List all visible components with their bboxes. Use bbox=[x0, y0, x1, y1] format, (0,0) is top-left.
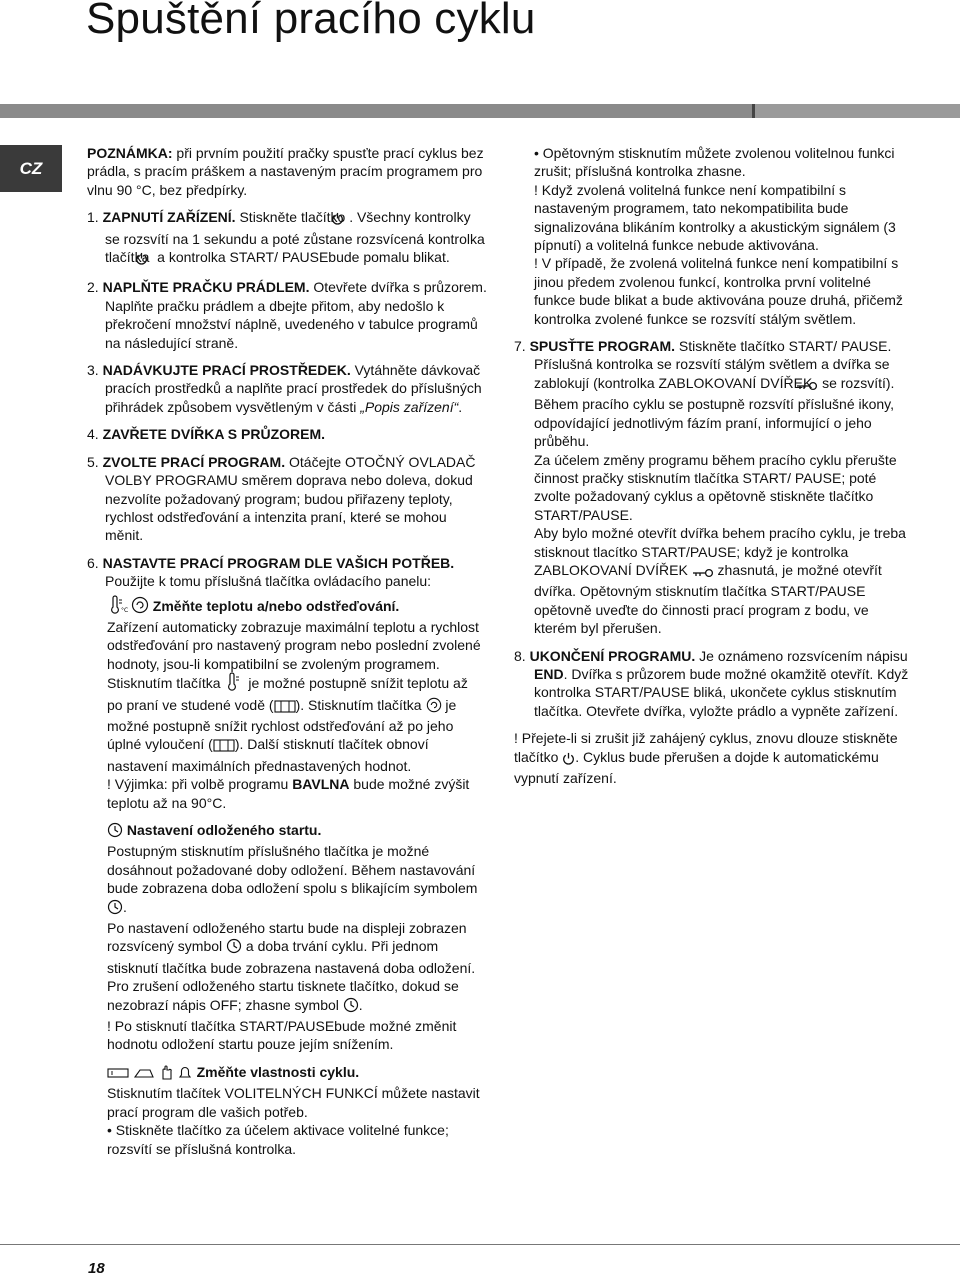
step-text: se rozsvítí). Během pracího cyklu se postupně rozsvítí příslušné ikony, odpovídající jednotlivým fázím praní, informující o jeho průběhu. bbox=[534, 374, 895, 450]
step-heading: NAPLŇTE PRAČKU PRÁDLEM. bbox=[102, 279, 310, 296]
option-key-icon bbox=[107, 1066, 129, 1084]
temperature-text: Zařízení automaticky zobrazuje maximální teplotu a rychlost odstřeďování pro nastavený program nebo poslední zvolené hodnoty, jsou-li kompatibilní se zvoleným programem. Stisknutím tlačítka bbox=[107, 618, 481, 692]
step-6 bbox=[87, 554, 487, 591]
cancel-text: ! Přejete-li si zrušit již zahájený cyklus, znovu dlouze stiskněte tlačítko bbox=[514, 730, 898, 765]
svg-text:°C: °C bbox=[121, 606, 129, 614]
delay-timer-icon bbox=[107, 899, 123, 919]
step-number: 7. bbox=[514, 338, 526, 355]
cold-wash-icon bbox=[274, 699, 296, 717]
temperature-text: je možné postupně snížit teplotu až po praní ve studené vodě ( bbox=[107, 675, 468, 713]
step-3 bbox=[87, 361, 487, 416]
delay-start-section bbox=[87, 821, 487, 1054]
delay-text: Postupným stisknutím příslušného tlačítka je možné dosáhnout požadované doby odložení. Během nastavování bude zobrazena doba odložení spolu s blikajícím symbolem bbox=[107, 843, 478, 897]
step-1 bbox=[87, 208, 487, 269]
exception-text: bude možné zvýšit teplotu až na 90°C. bbox=[107, 776, 470, 811]
temperature-heading: Změňte teplotu a/nebo odstřeďování. bbox=[152, 597, 400, 614]
step-text: Stiskněte tlačítko START/ PAUSE. Příslušná kontrolka se rozsvítí stálým světlem a dvířka se zablokují (kontrolka ZABLOKOVANÍ DVÍŘEK bbox=[534, 338, 892, 391]
option-bell-icon bbox=[177, 1064, 193, 1084]
spin-icon bbox=[426, 697, 442, 717]
options-heading: Změňte vlastnosti cyklu. bbox=[196, 1063, 360, 1080]
temperature-spin-section bbox=[87, 596, 487, 812]
step-text: . bbox=[458, 398, 463, 415]
options-warning: ! V případě, že zvolená volitelná funkce není kompatibilní s jinou předem zvolenou funkcí, kontrolka první volitelné funkce bude blikat a bude aktivována pouze druhá, přičemž kontrolka zvolené funkce se rozsvítí stálým světlem. bbox=[534, 255, 903, 327]
note bbox=[87, 144, 487, 199]
section-reference: „Popis zařízení“ bbox=[360, 398, 459, 415]
step-4 bbox=[87, 425, 487, 443]
header-bar bbox=[0, 104, 752, 118]
delay-text: a doba trvání cyklu. Při jednom stisknutí tlačítka bude zobrazena nastavená doba odložení. bbox=[107, 938, 476, 976]
temperature-text: ). Další stisknutí tlačítek obnoví nastavení maximálních přednastavených hodnot. bbox=[107, 736, 429, 774]
footer-rule bbox=[0, 1244, 960, 1245]
step-text: Použijte k tomu příslušná tlačítka ovládacího panelu: bbox=[105, 573, 432, 590]
step-7 bbox=[514, 337, 914, 450]
step-number: 3. bbox=[87, 362, 99, 379]
step-text: Otevřete dvířka s průzorem. Naplňte pračku prádlem a dbejte přitom, aby nedošlo k překročení množství náplně, uvedeného v tabulce programů na následující straně. bbox=[105, 279, 487, 351]
step-text: Stiskněte tlačítko bbox=[235, 209, 350, 226]
cancel-text: . Cyklus bude přerušen a dojde k automatickému vypnutí zařízení. bbox=[514, 748, 879, 786]
step-5 bbox=[87, 453, 487, 545]
step-text: . Všechny kontrolky se rozsvítí na 1 sekundu a poté zůstane rozsvícená kontrolka tlačítka bbox=[105, 209, 485, 266]
step-8 bbox=[514, 647, 914, 721]
step-number: 6. bbox=[87, 554, 99, 571]
step-heading: SPUSŤTE PROGRAM. bbox=[529, 338, 676, 355]
step-heading: ZAPNUTÍ ZAŘÍZENÍ. bbox=[102, 209, 236, 226]
step-text: Aby bylo možné otevřít dvířka behem pracího cyklu, je treba stisknout tlacítko START/PAUSE; když je kontrolka ZABLOKOVANÍ DVÍŘEK bbox=[534, 525, 906, 578]
page-title: Spuštění pracího cyklu bbox=[86, 0, 536, 43]
spin-icon bbox=[131, 596, 149, 618]
end-label: END bbox=[534, 665, 564, 682]
program-name: BAVLNA bbox=[292, 776, 350, 793]
step-heading: ZAVŘETE DVÍŘKA S PRŮZOREM. bbox=[102, 426, 326, 443]
delay-timer-icon bbox=[226, 938, 242, 958]
left-column bbox=[87, 144, 487, 1167]
delay-heading: Nastavení odloženého startu. bbox=[126, 822, 322, 838]
delay-text: . bbox=[358, 996, 363, 1013]
power-icon bbox=[562, 751, 575, 769]
step-text: Otáčejte OTOČNÝ OVLADAČ VOLBY PROGRAMU směrem doprava nebo doleva, dokud nezvolíte požadovaný program; budou přiřazeny teploty, rychlost odstřeďování a intenzita praní, které se mohou měnit. bbox=[105, 453, 476, 544]
exception-text: ! Výjimka: při volbě programu bbox=[107, 776, 293, 793]
delay-text: . bbox=[123, 898, 127, 915]
cancel-note bbox=[514, 729, 914, 787]
step-text: zhasnutá, je možné otevřít dvířka. Opětovným stisknutím tlačítka START/PAUSE opětovně uveďte do činnosti prací program z bodu, ve kterém byl přerušen. bbox=[534, 561, 882, 637]
step-heading: NASTAVTE PRACÍ PROGRAM DLE VAŠICH POTŘEB. bbox=[102, 554, 455, 571]
step-7-continued bbox=[514, 451, 914, 638]
step-number: 2. bbox=[87, 279, 99, 296]
temperature-icon bbox=[224, 673, 244, 695]
page-number: 18 bbox=[88, 1260, 105, 1277]
option-hand-icon bbox=[159, 1064, 173, 1084]
delay-text: Pro zrušení odloženého startu tisknete tlačítko, dokud se nezobrazí nápis OFF; zhasne symbol bbox=[107, 978, 459, 1013]
temperature-text: je možné postupně snížit rychlost odstřeďování až po jeho úplné vyloučení ( bbox=[107, 696, 457, 753]
option-iron-icon bbox=[133, 1066, 155, 1084]
note-label: POZNÁMKA: bbox=[87, 145, 173, 161]
step-text: Za účelem změny programu během pracího cyklu přerušte činnost pračky stisknutím tlačítka START/ PAUSE; poté zvolte požadovaný cyklus a opětovně stiskněte tlačítko START/PAUSE. bbox=[534, 451, 897, 523]
temperature-text: ). Stisknutím tlačítka bbox=[295, 696, 426, 713]
header-bar-right bbox=[755, 104, 960, 118]
delay-timer-icon bbox=[343, 997, 359, 1017]
language-tab: CZ bbox=[0, 145, 62, 192]
step-number: 4. bbox=[87, 426, 99, 443]
step-number: 5. bbox=[87, 453, 99, 470]
step-text: . Dvířka s průzorem bude možné okamžitě otevřít. Když kontrolka START/PAUSE bliká, ukončete cyklus stisknutím tlačítka. Otevřete dvířka, vyložte prádlo a vypněte zařízení. bbox=[534, 665, 909, 719]
options-text: Stisknutím tlačítek VOLITELNÝCH FUNKCÍ můžete nastavit prací program dle vašich potřeb. bbox=[107, 1085, 480, 1120]
delay-timer-icon bbox=[107, 822, 123, 842]
step-text: Vytáhněte dávkovač pracích prostředků a naplňte prací prostředek do příslušných přihrádek způsobem vysvětleným v části bbox=[105, 362, 482, 415]
no-spin-icon bbox=[213, 738, 235, 756]
temperature-icon bbox=[107, 596, 127, 618]
step-heading: NADÁVKUJTE PRACÍ PROSTŘEDEK. bbox=[102, 362, 351, 379]
note-text: při prvním použití pračky spusťte prací cyklus bez prádla, s pracím práškem a nastaveným pracím programem pro vlnu 90 °C, bez předpírky. bbox=[87, 145, 484, 198]
step-text: a kontrolka START/ PAUSEbude pomalu blikat. bbox=[153, 249, 450, 266]
right-column bbox=[514, 144, 914, 796]
options-warning: ! Když zvolená volitelná funkce není kompatibilní s nastaveným programem, tato nekompatibilita bude signalizována blikáním kontrolky a akustickým signálem (3 pípnutí) a volitelná funkce nebude aktivována. bbox=[534, 181, 896, 254]
step-number: 8. bbox=[514, 647, 526, 664]
delay-text: ! Po stisknutí tlačítka START/PAUSEbude možné změnit hodnotu odložení startu pouze jejím snížením. bbox=[107, 1018, 457, 1053]
options-continued bbox=[514, 144, 914, 328]
options-text: • Stiskněte tlačítko za účelem aktivace volitelné funkce; rozsvítí se příslušná kontrolka. bbox=[107, 1122, 449, 1157]
step-heading: ZVOLTE PRACÍ PROGRAM. bbox=[102, 453, 286, 470]
step-2 bbox=[87, 278, 487, 352]
step-text: Je oznámeno rozsvícením nápisu bbox=[695, 647, 908, 664]
door-lock-icon bbox=[692, 564, 714, 582]
step-number: 1. bbox=[87, 209, 99, 226]
options-section bbox=[87, 1063, 487, 1158]
delay-text: Po nastavení odloženého startu bude na displeji zobrazen rozsvícený symbol bbox=[107, 920, 467, 955]
options-text: • Opětovným stisknutím můžete zvolenou volitelnou funkci zrušit; příslušná kontrolka zhasne. bbox=[534, 145, 895, 180]
step-heading: UKONČENÍ PROGRAMU. bbox=[529, 647, 696, 664]
